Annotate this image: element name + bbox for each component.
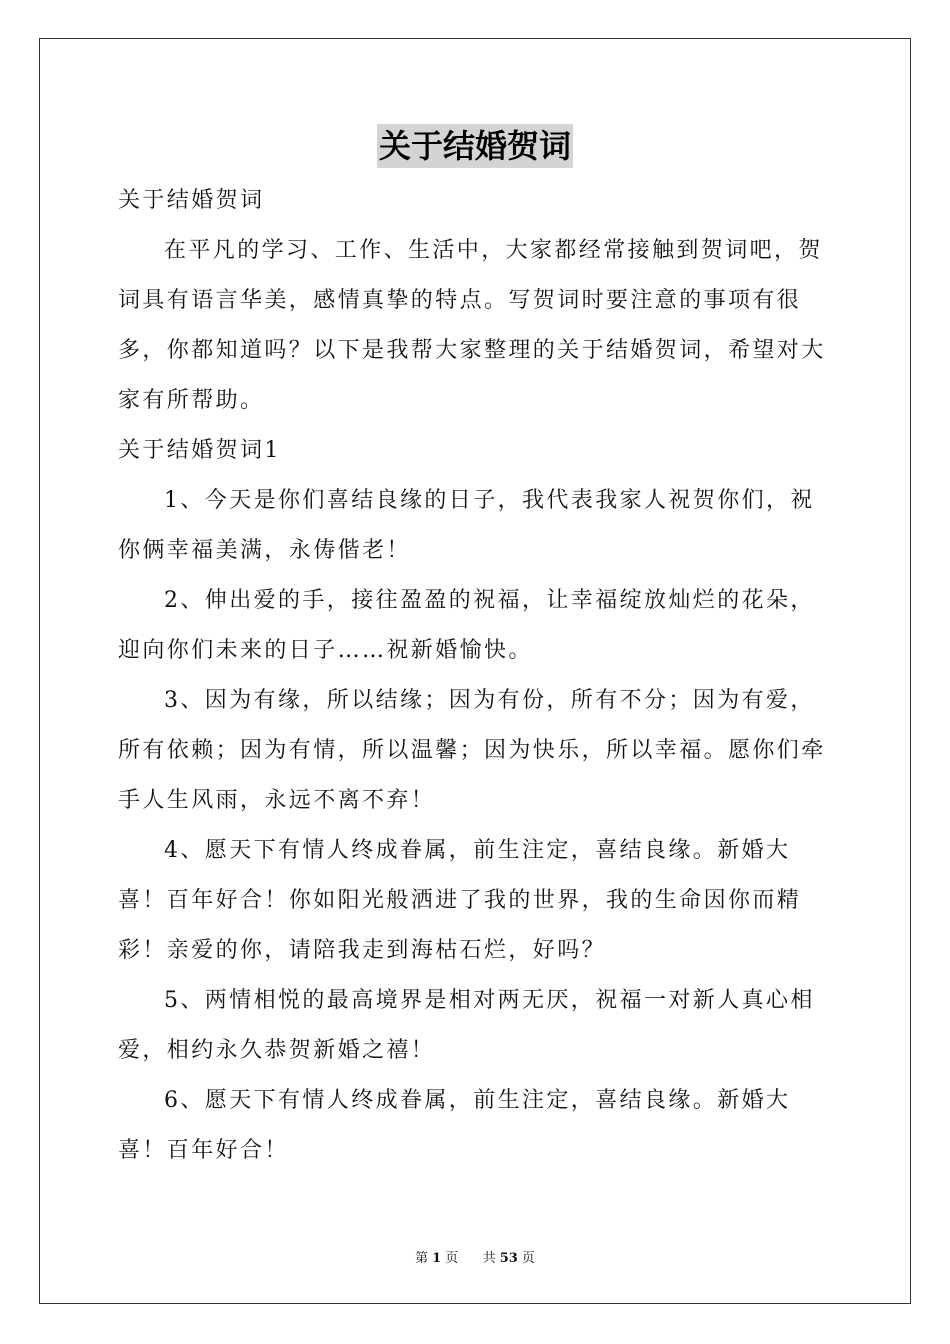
title-container bbox=[0, 124, 950, 168]
page-indicator bbox=[413, 1251, 460, 1266]
intro-paragraph: 在平凡的学习、工作、生活中，大家都经常接触到贺词吧，贺词具有语言华美，感情真挚的特点。写贺词时要注意的事项有很多，你都知道吗？以下是我帮大家整理的关于结婚贺词，希望对大家有所帮助。 bbox=[118, 238, 826, 413]
page-number: 1 bbox=[432, 1251, 442, 1266]
total-pages-indicator bbox=[481, 1251, 537, 1266]
total-pages: 53 bbox=[499, 1251, 518, 1266]
wish-item-2: 2、伸出爱的手，接往盈盈的祝福，让幸福绽放灿烂的花朵，迎向你们未来的日子……祝新婚愉快。 bbox=[118, 588, 815, 663]
page-footer bbox=[0, 1247, 950, 1266]
total-suffix: 页 bbox=[521, 1251, 535, 1266]
document-title: 关于结婚贺词 bbox=[377, 124, 573, 168]
wish-item-3: 3、因为有缘，所以结缘；因为有份，所有不分；因为有爱，所有依赖；因为有情，所以温馨；因为快乐，所以幸福。愿你们牵手人生风雨，永远不离不弃！ bbox=[118, 688, 826, 813]
page-prefix: 第 bbox=[415, 1251, 429, 1266]
wish-item-4: 4、愿天下有情人终成眷属，前生注定，喜结良缘。新婚大喜！百年好合！你如阳光般洒进了我的世界，我的生命因你而精彩！亲爱的你，请陪我走到海枯石烂，好吗？ bbox=[118, 838, 802, 963]
section-heading: 关于结婚贺词1 bbox=[118, 438, 281, 463]
wish-item-6: 6、愿天下有情人终成眷属，前生注定，喜结良缘。新婚大喜！百年好合！ bbox=[118, 1088, 791, 1163]
page-suffix: 页 bbox=[445, 1251, 459, 1266]
wish-item-5: 5、两情相悦的最高境界是相对两无厌，祝福一对新人真心相爱，相约永久恭贺新婚之禧！ bbox=[118, 988, 815, 1063]
document-body bbox=[118, 176, 838, 1176]
wish-item-1: 1、今天是你们喜结良缘的日子，我代表我家人祝贺你们，祝你俩幸福美满，永俦偕老！ bbox=[118, 488, 815, 563]
document-subtitle: 关于结婚贺词 bbox=[118, 188, 265, 213]
total-prefix: 共 bbox=[482, 1251, 496, 1266]
